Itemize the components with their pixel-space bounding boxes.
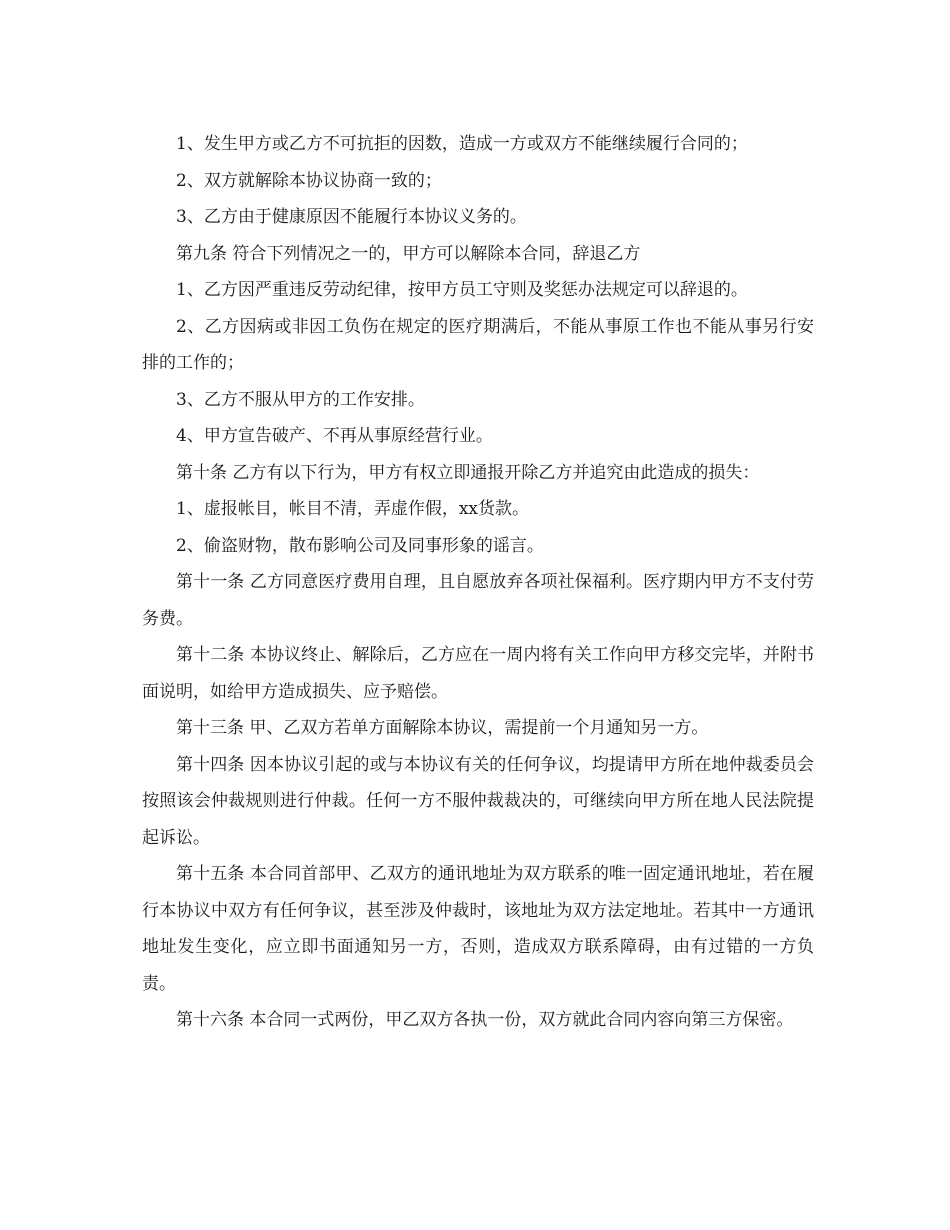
paragraph: 2、双方就解除本协议协商一致的； xyxy=(176,170,442,191)
paragraph: 4、甲方宣告破产、不再从事原经营行业。 xyxy=(176,426,493,446)
paragraph: 3、乙方由于健康原因不能履行本协议义务的。 xyxy=(176,207,527,227)
paragraph: 3、乙方不服从甲方的工作安排。 xyxy=(176,389,425,410)
paragraph: 1、发生甲方或乙方不可抗拒的因数，造成一方或双方不能继续履行合同的； xyxy=(176,134,748,154)
article-13: 第十三条 甲、乙双方若单方面解除本协议，需提前一个月通知另一方。 xyxy=(176,718,709,738)
paragraph: 2、乙方因病或非因工负伤在规定的医疗期满后，不能从事原工作也不能从事另行安排的工作的； xyxy=(142,316,814,373)
document-body xyxy=(142,126,814,1039)
article-12: 第十二条 本协议终止、解除后，乙方应在一周内将有关工作向甲方移交完毕，并附书面说明，如给甲方造成损失、应予赔偿。 xyxy=(142,645,814,702)
article-15: 第十五条 本合同首部甲、乙双方的通讯地址为双方联系的唯一固定通讯地址，若在履行本协议中双方有任何争议，甚至涉及仲裁时，该地址为双方法定地址。若其中一方通讯地址发生变化，应立即书面通知另一方，否则，造成双方联系障碍，由有过错的一方负责。 xyxy=(142,864,814,994)
paragraph: 1、虚报帐目，帐目不清，弄虚作假，xx货款。 xyxy=(176,499,529,519)
article-10-heading: 第十条 乙方有以下行为，甲方有权立即通报开除乙方并追究由此造成的损失： xyxy=(176,462,760,483)
article-11: 第十一条 乙方同意医疗费用自理，且自愿放弃各项社保福利。医疗期内甲方不支付劳务费。 xyxy=(142,572,814,629)
article-14: 第十四条 因本协议引起的或与本协议有关的任何争议，均提请甲方所在地仲裁委员会按照该会仲裁规则进行仲裁。任何一方不服仲裁裁决的，可继续向甲方所在地人民法院提起诉讼。 xyxy=(142,754,814,848)
paragraph: 2、偷盗财物，散布影响公司及同事形象的谣言。 xyxy=(176,535,544,556)
article-9-heading: 第九条 符合下列情况之一的，甲方可以解除本合同，辞退乙方 xyxy=(176,243,641,264)
article-16: 第十六条 本合同一式两份，甲乙双方各执一份，双方就此合同内容向第三方保密。 xyxy=(176,1010,794,1030)
paragraph: 1、乙方因严重违反劳动纪律，按甲方员工守则及奖惩办法规定可以辞退的。 xyxy=(176,280,748,300)
